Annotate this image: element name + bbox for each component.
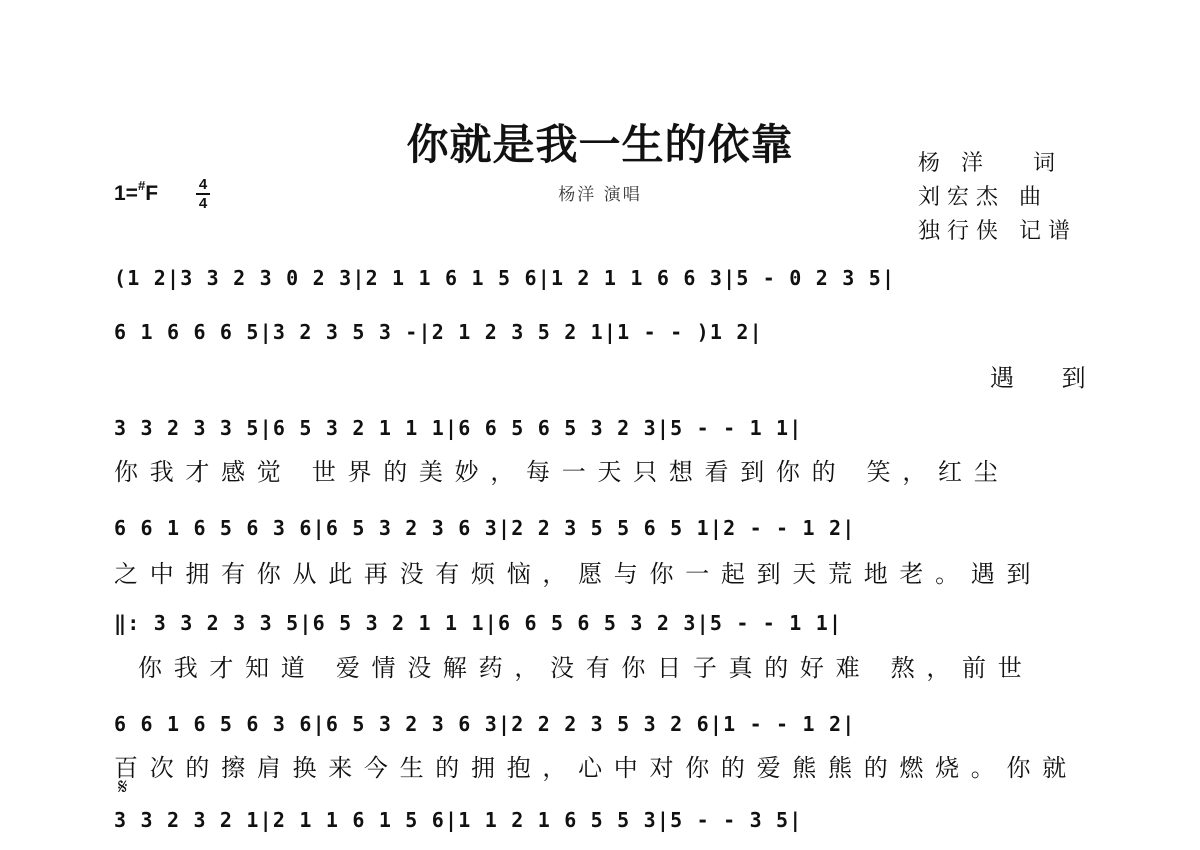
score-line-2: 6 1 6 6 6 5|3 2 3 5 3 -|2 1 2 3 5 2 1|1 - - )1 2| [114,320,763,344]
score-line-7: 3 3 2 3 2 1|2 1 1 6 1 5 6|1 1 2 1 6 5 5 3|5 - - 3 5| [114,808,803,832]
lyric-line-3: 你我才感觉 世界的美妙，每一天只想看到你的 笑，红尘 [114,458,1010,486]
time-signature-top: 4 [198,176,208,193]
song-title: 你就是我一生的依靠 [406,120,794,169]
segno-symbol: 𝄋 [118,775,128,800]
lyric-line-2: 遇 到 [990,364,1106,392]
score-line-6: 6 6 1 6 5 6 3 6|6 5 3 2 3 6 3|2 2 2 3 5 3 2 6|1 - - 1 2| [114,712,856,736]
lyric-line-5: 你我才知道 爱情没解药，没有你日子真的好难 熬，前世 [138,654,1034,682]
transcriber-credit: 独行侠 记谱 [918,219,1077,244]
score-line-1: (1 2|3 3 2 3 0 2 3|2 1 1 6 1 5 6|1 2 1 1 6 6 3|5 - 0 2 3 5| [114,266,896,290]
lyricist-credit: 杨 洋 词 [918,151,1062,176]
time-signature [194,176,212,212]
key-prefix: 1= [114,182,138,205]
time-signature-bottom: 4 [198,195,208,212]
score-line-5: ‖: 3 3 2 3 3 5|6 5 3 2 1 1 1|6 6 5 6 5 3 2 3|5 - - 1 1| [114,611,843,635]
score-line-3: 3 3 2 3 3 5|6 5 3 2 1 1 1|6 6 5 6 5 3 2 3|5 - - 1 1| [114,416,803,440]
singer-credit: 杨洋 演唱 [558,185,642,205]
key-note: F [145,182,159,205]
lyric-line-6: 百次的擦肩换来今生的拥抱，心中对你的爱熊熊的燃烧。你就 [114,754,1078,782]
lyric-line-4: 之中拥有你从此再没有烦恼，愿与你一起到天荒地老。遇到 [114,560,1043,588]
key-signature [114,180,158,206]
composer-credit: 刘宏杰 曲 [918,185,1048,210]
sharp-symbol: # [137,178,146,193]
score-line-4: 6 6 1 6 5 6 3 6|6 5 3 2 3 6 3|2 2 3 5 5 6 5 1|2 - - 1 2| [114,516,856,540]
